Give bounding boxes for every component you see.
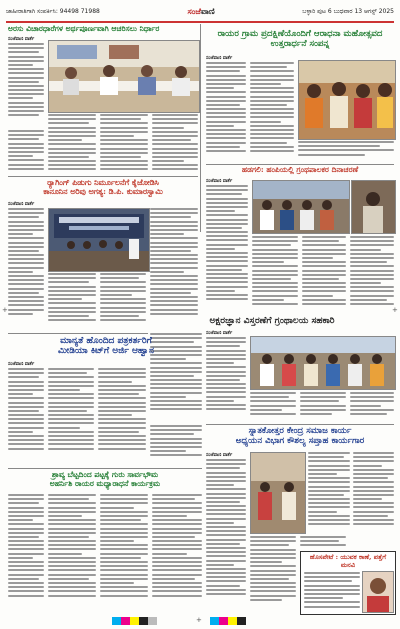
masthead-part-b: ವಾಣಿ (200, 7, 215, 16)
byline: ಸಂಜೆವಾಣಿ ವಾರ್ತೆ (206, 453, 233, 458)
headline-social-work (206, 427, 394, 447)
photo-caption (298, 141, 394, 163)
article-text (206, 459, 246, 609)
article-text (250, 536, 296, 610)
article-text (100, 114, 148, 174)
procession-photo (298, 60, 396, 140)
librarians-day-photo (252, 180, 350, 234)
meeting-photo (48, 40, 200, 113)
article-text (206, 337, 246, 421)
headline-line: ರ್‍ಯಾಗಿಂಗ್ ಪಿಡುಗು ನಿರ್ಮೂಲನೆಗೆ ಕೈಜೋಡಿಸಿ (47, 178, 159, 187)
section-divider (8, 176, 198, 177)
headline-ragging (8, 179, 198, 197)
seminar-photo (48, 208, 150, 272)
headline-line: ಸ್ನಾತಕೋತ್ತರ ಕೇಂದ್ರ ಸಮಾಜ ಕಾರ್ಯ (248, 426, 352, 436)
article-text (48, 494, 96, 608)
section-divider (8, 333, 148, 334)
masthead-logo (187, 7, 214, 17)
article-text (206, 62, 246, 162)
headline-line: ಶ್ರಾವ್ಯ ಬೆಟ್ಟದಿಂದ ಪಟ್ಟಕ್ಕೆ ಗುರು ಸಾರ್ವಭೌಮ (51, 470, 159, 479)
article-text (302, 236, 346, 316)
header-contact: ಜಾಹೀರಾತಿಗಾಗಿ ಸಂಪರ್ಕಿಸಿ: 94498 71988 (6, 8, 100, 15)
notice-text (304, 572, 360, 612)
article-text (100, 273, 146, 330)
section-divider (8, 468, 202, 469)
color-bar-cyan (210, 617, 219, 625)
article-text (300, 536, 346, 550)
article-text (350, 392, 394, 422)
article-text (48, 368, 94, 462)
library-event-photo (250, 336, 396, 390)
article-text (353, 452, 394, 534)
color-bar-black (237, 617, 246, 625)
color-bar-cyan (112, 617, 121, 625)
article-text (8, 494, 44, 608)
headline-library: ಅಕ್ಷರಜ್ಞಾನ ವಿಸ್ತರಣೆಗೆ ಗ್ರಂಥಾಲಯ ಸಹಕಾರಿ (209, 316, 335, 326)
byline: ಸಂಜೆವಾಣಿ ವಾರ್ತೆ (8, 362, 35, 367)
headline-arasu: ಅರಸು ವಿಚಾರಧಾರೆಗಳ ಅರ್ಥಪೂರ್ಣವಾಗಿ ಆಚರಿಸಲು ನಿರ್ಧಾರ (8, 24, 160, 33)
headline-line: ಮೀಡಿಯಾ ಕಿಟ್‌ಗೆ ಅರ್ಜಿ ಆಹ್ವಾನ (58, 346, 154, 357)
byline: ಸಂಜೆವಾಣಿ ವಾರ್ತೆ (8, 37, 35, 42)
article-text (350, 236, 394, 316)
color-bar-magenta (219, 617, 228, 625)
registration-mark: + (196, 616, 202, 624)
color-bar-yellow (130, 617, 139, 625)
article-text (300, 392, 346, 422)
registration-mark: + (2, 306, 8, 314)
article-text (152, 494, 202, 608)
headline-line: ಅಧ್ಯಯನ ವಿಭಾಗ ಕೌಶಲ್ಯ ಸಪ್ತಾಹ ಕಾರ್ಯಗಾರ (235, 435, 365, 446)
article-text (150, 425, 202, 465)
article-text (8, 368, 44, 462)
missing-person-photo (362, 571, 394, 613)
headline-line: ಅಹರ್ನಿಶಿ ರಾಯರ ಮಧ್ಯಾರಾಧನೆ ಕಾರ್ಯಕ್ರಮ (49, 478, 161, 488)
missing-notice-title: ಹೊಸಪೇಟೆ : ಯುವಕ ಕಾಣೆ, ಪತ್ತೆಗೆ ಮನವಿ (309, 553, 387, 569)
byline: ಸಂಜೆವಾಣಿ ವಾರ್ತೆ (206, 179, 233, 184)
color-bar-magenta (121, 617, 130, 625)
article-text (250, 392, 296, 422)
article-text (8, 208, 44, 328)
article-text (206, 185, 248, 315)
headline-hampi: ಹಡಗಲಿ: ಹಂಪಿಯಲ್ಲಿ ಗ್ರಂಥಪಾಲಕರ ದಿನಾಚರಣೆ (241, 165, 359, 174)
article-text (8, 43, 44, 127)
page-header (6, 3, 394, 23)
article-text (8, 130, 44, 174)
color-bar-black (139, 617, 148, 625)
article-text (150, 208, 198, 330)
registration-mark: + (392, 306, 398, 314)
article-text (152, 114, 198, 174)
byline: ಸಂಜೆವಾಣಿ ವಾರ್ತೆ (8, 202, 35, 207)
event-photo-small (351, 180, 396, 234)
article-text (252, 236, 298, 316)
article-text (98, 368, 146, 462)
color-bar-gray (148, 617, 157, 625)
color-bar-yellow (228, 617, 237, 625)
skills-week-photo (250, 452, 306, 534)
article-text (308, 452, 350, 534)
article-text (250, 62, 294, 162)
headline-media-kit (8, 336, 204, 357)
missing-notice-box (300, 551, 396, 615)
headline-line: ಮಾನ್ಯತೆ ಹೊಂದಿದ ಪತ್ರಕರ್ತರಿಗೆ (60, 336, 152, 346)
byline: ಸಂಜೆವಾಣಿ ವಾರ್ತೆ (206, 331, 233, 336)
article-text (48, 114, 96, 174)
headline-line: ಕಾನೂನಿನ ಅರಿವು ಅಗತ್ಯ: ಡಿ.ಪಿ. ಕುಮಾರಸ್ವಾಮಿ (43, 186, 163, 196)
headline-guru (8, 471, 202, 488)
headline-rayara: ರಾಯರ ಗ್ರಾಮ ಪ್ರದಕ್ಷಿಣೆಯೊಂದಿಗೆ ಆರಾಧನಾ ಮಹೋತ್ಸವದ ಉತ್ತರಾರ್ಧನೆ ಸಂಪನ್ನ (217, 29, 383, 49)
article-text (100, 494, 148, 608)
section-divider (206, 424, 394, 425)
article-text (48, 273, 96, 330)
byline: ಸಂಜೆವಾಣಿ ವಾರ್ತೆ (206, 56, 233, 61)
header-dateline: ಬಳ್ಳಾರಿ ಪುಟ 6 ಬುಧವಾರ 13 ಆಗಸ್ಟ್ 2025 (302, 8, 394, 15)
masthead-part-a: ಸಂಜೆ (187, 7, 201, 16)
column-rule (200, 24, 201, 232)
